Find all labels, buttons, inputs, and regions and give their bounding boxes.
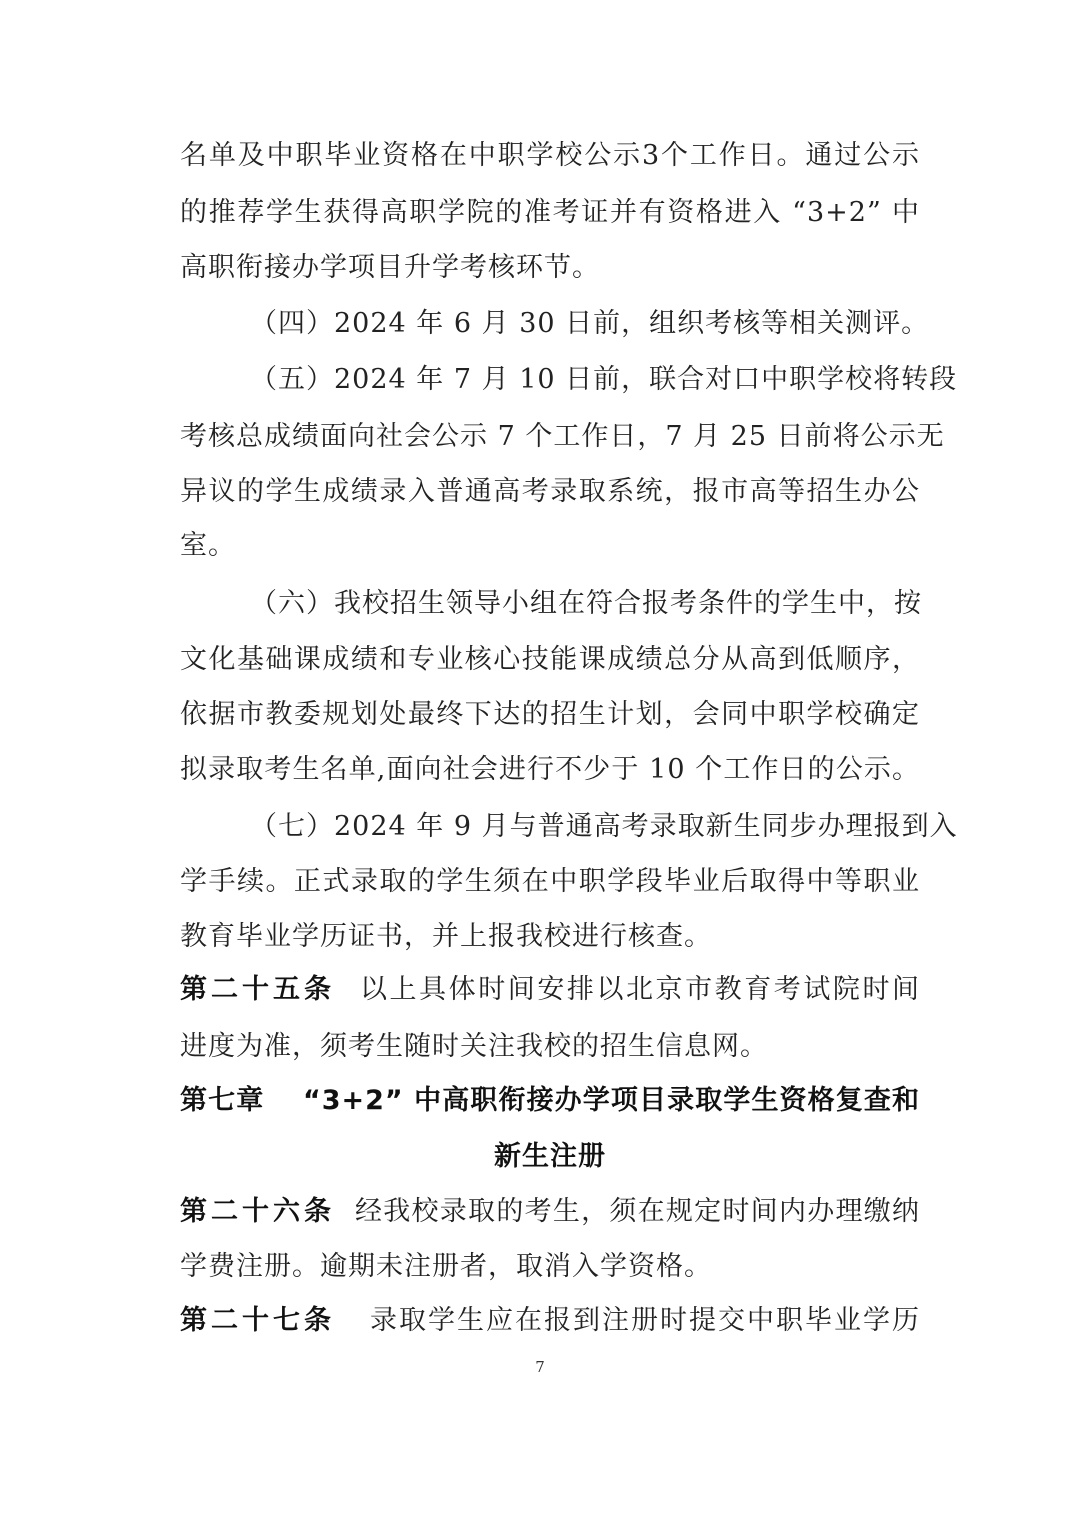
article-label: 第二十六条	[180, 1196, 335, 1227]
paragraph-line: 进度为准，须考生随时关注我校的招生信息网。	[180, 1031, 768, 1062]
paragraph-line: 教育毕业学历证书，并上报我校进行核查。	[180, 921, 712, 952]
paragraph-line: （五）2024 年 7 月 10 日前，联合对口中职学校将转段	[250, 364, 958, 395]
paragraph-line: 高职衔接办学项目升学考核环节。	[180, 252, 600, 283]
article-25	[180, 970, 920, 1010]
paragraph-line: 学费注册。逾期未注册者，取消入学资格。	[180, 1251, 712, 1282]
paragraph-line: 室。	[180, 530, 236, 561]
paragraph-line: （六）我校招生领导小组在符合报考条件的学生中，按	[250, 588, 922, 619]
paragraph-line: 文化基础课成绩和专业核心技能课成绩总分从高到低顺序，	[180, 644, 920, 675]
paragraph-line: 学手续。正式录取的学生须在中职学段毕业后取得中等职业	[180, 866, 920, 897]
article-text: 录取学生应在报到注册时提交中职毕业学历	[370, 1305, 920, 1336]
page-number: 7	[535, 1358, 545, 1376]
paragraph-line: （七）2024 年 9 月与普通高考录取新生同步办理报到入	[250, 811, 958, 842]
paragraph-line: 依据市教委规划处最终下达的招生计划，会同中职学校确定	[180, 699, 920, 730]
article-26	[180, 1192, 920, 1232]
article-label: 第二十七条	[180, 1305, 335, 1336]
paragraph-line: 拟录取考生名单,面向社会进行不少于 10 个工作日的公示。	[180, 754, 920, 785]
paragraph-line: （四）2024 年 6 月 30 日前，组织考核等相关测评。	[250, 308, 930, 339]
paragraph-line: 的推荐学生获得高职学院的准考证并有资格进入 “3+2” 中	[180, 197, 920, 228]
article-text: 以上具体时间安排以北京市教育考试院时间	[360, 974, 920, 1005]
paragraph-line: 名单及中职毕业资格在中职学校公示3个工作日。通过公示	[180, 140, 920, 171]
chapter-heading: 第七章 “3+2” 中高职衔接办学项目录取学生资格复查和	[180, 1085, 920, 1116]
article-text: 经我校录取的考生，须在规定时间内办理缴纳	[355, 1196, 920, 1227]
chapter-heading-continued: 新生注册	[494, 1141, 606, 1172]
article-27	[180, 1301, 920, 1341]
paragraph-line: 异议的学生成绩录入普通高考录取系统，报市高等招生办公	[180, 476, 920, 507]
paragraph-line: 考核总成绩面向社会公示 7 个工作日，7 月 25 日前将公示无	[180, 421, 945, 452]
article-label: 第二十五条	[180, 974, 335, 1005]
